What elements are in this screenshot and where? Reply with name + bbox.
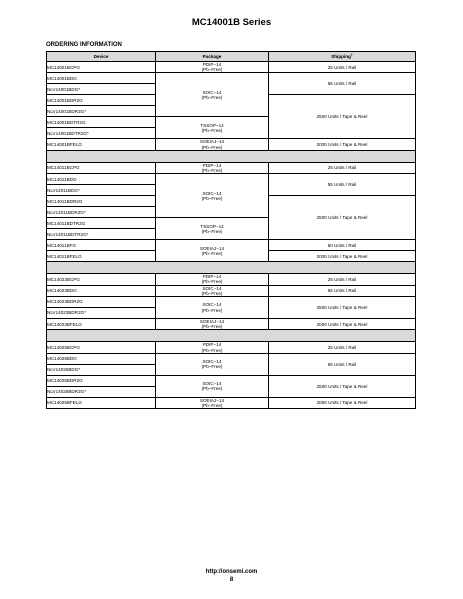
table-row <box>47 62 416 73</box>
device-cell: MC14001BFELG <box>47 139 156 150</box>
package-note: (Pb−Free) <box>201 364 223 370</box>
table-row <box>47 342 416 353</box>
device-cell: MC14011BDG <box>47 174 156 185</box>
shipping-cell: 55 Units / Rail <box>269 285 416 296</box>
package-cell <box>156 319 269 330</box>
shipping-column-header <box>269 52 416 62</box>
package-note: (Pb−Free) <box>201 250 223 256</box>
package-name: PDIP−14 <box>202 162 222 168</box>
device-cell: NLV14011BDTR2G* <box>47 229 156 240</box>
package-cell <box>156 240 269 262</box>
package-name: TSSOP−14 <box>200 223 224 229</box>
package-column-header: Package <box>156 52 269 62</box>
device-cell: NLV14025BDG* <box>47 364 156 375</box>
package-note: (Pb−Free) <box>201 94 223 100</box>
device-cell: MC14001BCPG <box>47 62 156 73</box>
group-separator-row <box>47 330 416 342</box>
shipping-cell: 2500 Units / Tape & Reel <box>269 375 416 397</box>
package-note: (Pb−Free) <box>201 324 223 330</box>
package-note: (Pb−Free) <box>201 307 223 313</box>
device-cell: MC14025BDR2G <box>47 375 156 386</box>
shipping-cell: 50 Units / Rail <box>269 240 416 251</box>
shipping-header-label: Shipping <box>331 53 351 59</box>
package-name: SOIC−14 <box>202 190 222 196</box>
shipping-cell: 25 Units / Rail <box>269 342 416 353</box>
group-separator-cell <box>47 150 416 162</box>
device-cell: MC14023BFELG <box>47 319 156 330</box>
package-note: (Pb−Free) <box>201 195 223 201</box>
package-cell <box>156 218 269 240</box>
package-cell <box>156 174 269 218</box>
device-cell: NLV14011BDG* <box>47 185 156 196</box>
package-note: (Pb−Free) <box>201 386 223 392</box>
package-note: (Pb−Free) <box>201 127 223 133</box>
package-cell <box>156 297 269 319</box>
device-cell: MC14025BCPG <box>47 342 156 353</box>
device-cell: MC14011BCPG <box>47 162 156 173</box>
table-row <box>47 274 416 285</box>
table-row <box>47 73 416 84</box>
package-cell <box>156 274 269 285</box>
package-cell <box>156 62 269 73</box>
package-note: (Pb−Free) <box>201 403 223 409</box>
shipping-cell: 2500 Units / Tape & Reel <box>269 196 416 240</box>
shipping-cell: 25 Units / Rail <box>269 162 416 173</box>
shipping-cell: 2000 Units / Tape & Reel <box>269 319 416 330</box>
package-note: (Pb−Free) <box>201 228 223 234</box>
device-cell: NLV14011BDR2G* <box>47 207 156 218</box>
table-row <box>47 285 416 296</box>
shipping-cell: 2000 Units / Tape & Reel <box>269 251 416 262</box>
shipping-cell: 25 Units / Rail <box>269 62 416 73</box>
package-cell <box>156 73 269 117</box>
package-cell <box>156 375 269 397</box>
shipping-cell: 2500 Units / Tape & Reel <box>269 297 416 319</box>
package-cell <box>156 285 269 296</box>
shipping-cell: 55 Units / Rail <box>269 174 416 196</box>
shipping-cell: 2000 Units / Tape & Reel <box>269 397 416 408</box>
package-note: (Pb−Free) <box>201 144 223 150</box>
shipping-cell: 55 Units / Rail <box>269 353 416 375</box>
package-note: (Pb−Free) <box>201 67 223 73</box>
ordering-table <box>46 51 416 409</box>
shipping-cell: 25 Units / Rail <box>269 274 416 285</box>
package-name: SOEIAJ−14 <box>199 397 225 403</box>
table-row <box>47 297 416 308</box>
package-name: SOIC−14 <box>202 285 222 291</box>
package-cell <box>156 397 269 408</box>
package-cell <box>156 353 269 375</box>
table-row <box>47 397 416 408</box>
table-row <box>47 375 416 386</box>
package-name: SOIC−14 <box>202 89 222 95</box>
device-cell: MC14001BDR2G <box>47 95 156 106</box>
device-column-header: Device <box>47 52 156 62</box>
package-note: (Pb−Free) <box>201 290 223 296</box>
table-row <box>47 162 416 173</box>
group-separator-row <box>47 262 416 274</box>
package-name: PDIP−14 <box>202 342 222 348</box>
group-separator-cell <box>47 262 416 274</box>
device-cell: NLV14001BDG* <box>47 84 156 95</box>
package-cell <box>156 117 269 139</box>
device-cell: MC14025BDG <box>47 353 156 364</box>
package-name: SOIC−14 <box>202 381 222 387</box>
device-cell: NLV14023BDR2G* <box>47 308 156 319</box>
shipping-footnote-mark: † <box>350 52 353 57</box>
device-cell: MC14011BFG <box>47 240 156 251</box>
package-name: SOEIAJ−14 <box>199 319 225 325</box>
group-separator-cell <box>47 330 416 342</box>
device-cell: NLV14025BDR2G* <box>47 386 156 397</box>
device-cell: MC14023BDR2G <box>47 297 156 308</box>
device-cell: MC14025BFELG <box>47 397 156 408</box>
device-cell: MC14001BDG <box>47 73 156 84</box>
table-row <box>47 174 416 185</box>
package-name: SOIC−14 <box>202 359 222 365</box>
device-cell: NLV14001BDTR2G* <box>47 128 156 139</box>
device-cell: MC14023BCPG <box>47 274 156 285</box>
shipping-cell: 55 Units / Rail <box>269 73 416 95</box>
package-name: SOEIAJ−14 <box>199 245 225 251</box>
shipping-cell: 2500 Units / Tape & Reel <box>269 95 416 139</box>
table-row <box>47 319 416 330</box>
device-cell: MC14011BDTR2G <box>47 218 156 229</box>
package-note: (Pb−Free) <box>201 279 223 285</box>
package-name: SOIC−14 <box>202 302 222 308</box>
package-name: PDIP−14 <box>202 274 222 280</box>
package-name: TSSOP−14 <box>200 122 224 128</box>
shipping-cell: 2000 Units / Tape & Reel <box>269 139 416 150</box>
table-row <box>47 353 416 364</box>
device-cell: NLV14001BDR2G* <box>47 106 156 117</box>
package-cell <box>156 139 269 150</box>
package-cell <box>156 342 269 353</box>
device-cell: MC14011BFELG <box>47 251 156 262</box>
footer-url: http://onsemi.com <box>205 569 258 575</box>
table-row <box>47 139 416 150</box>
package-name: SOEIAJ−14 <box>199 139 225 145</box>
table-row <box>47 240 416 251</box>
group-separator-row <box>47 150 416 162</box>
device-cell: MC14011BDR2G <box>47 196 156 207</box>
section-title: ORDERING INFORMATION <box>46 42 122 48</box>
device-cell: MC14001BDTR2G <box>47 117 156 128</box>
ordering-table-body <box>47 62 416 409</box>
package-name: PDIP−14 <box>202 62 222 67</box>
page-number: 8 <box>229 577 234 583</box>
package-cell <box>156 162 269 173</box>
table-header-row <box>47 52 416 62</box>
device-cell: MC14023BDG <box>47 285 156 296</box>
package-note: (Pb−Free) <box>201 347 223 353</box>
page-title: MC14001B Series <box>191 17 272 28</box>
package-note: (Pb−Free) <box>201 168 223 174</box>
